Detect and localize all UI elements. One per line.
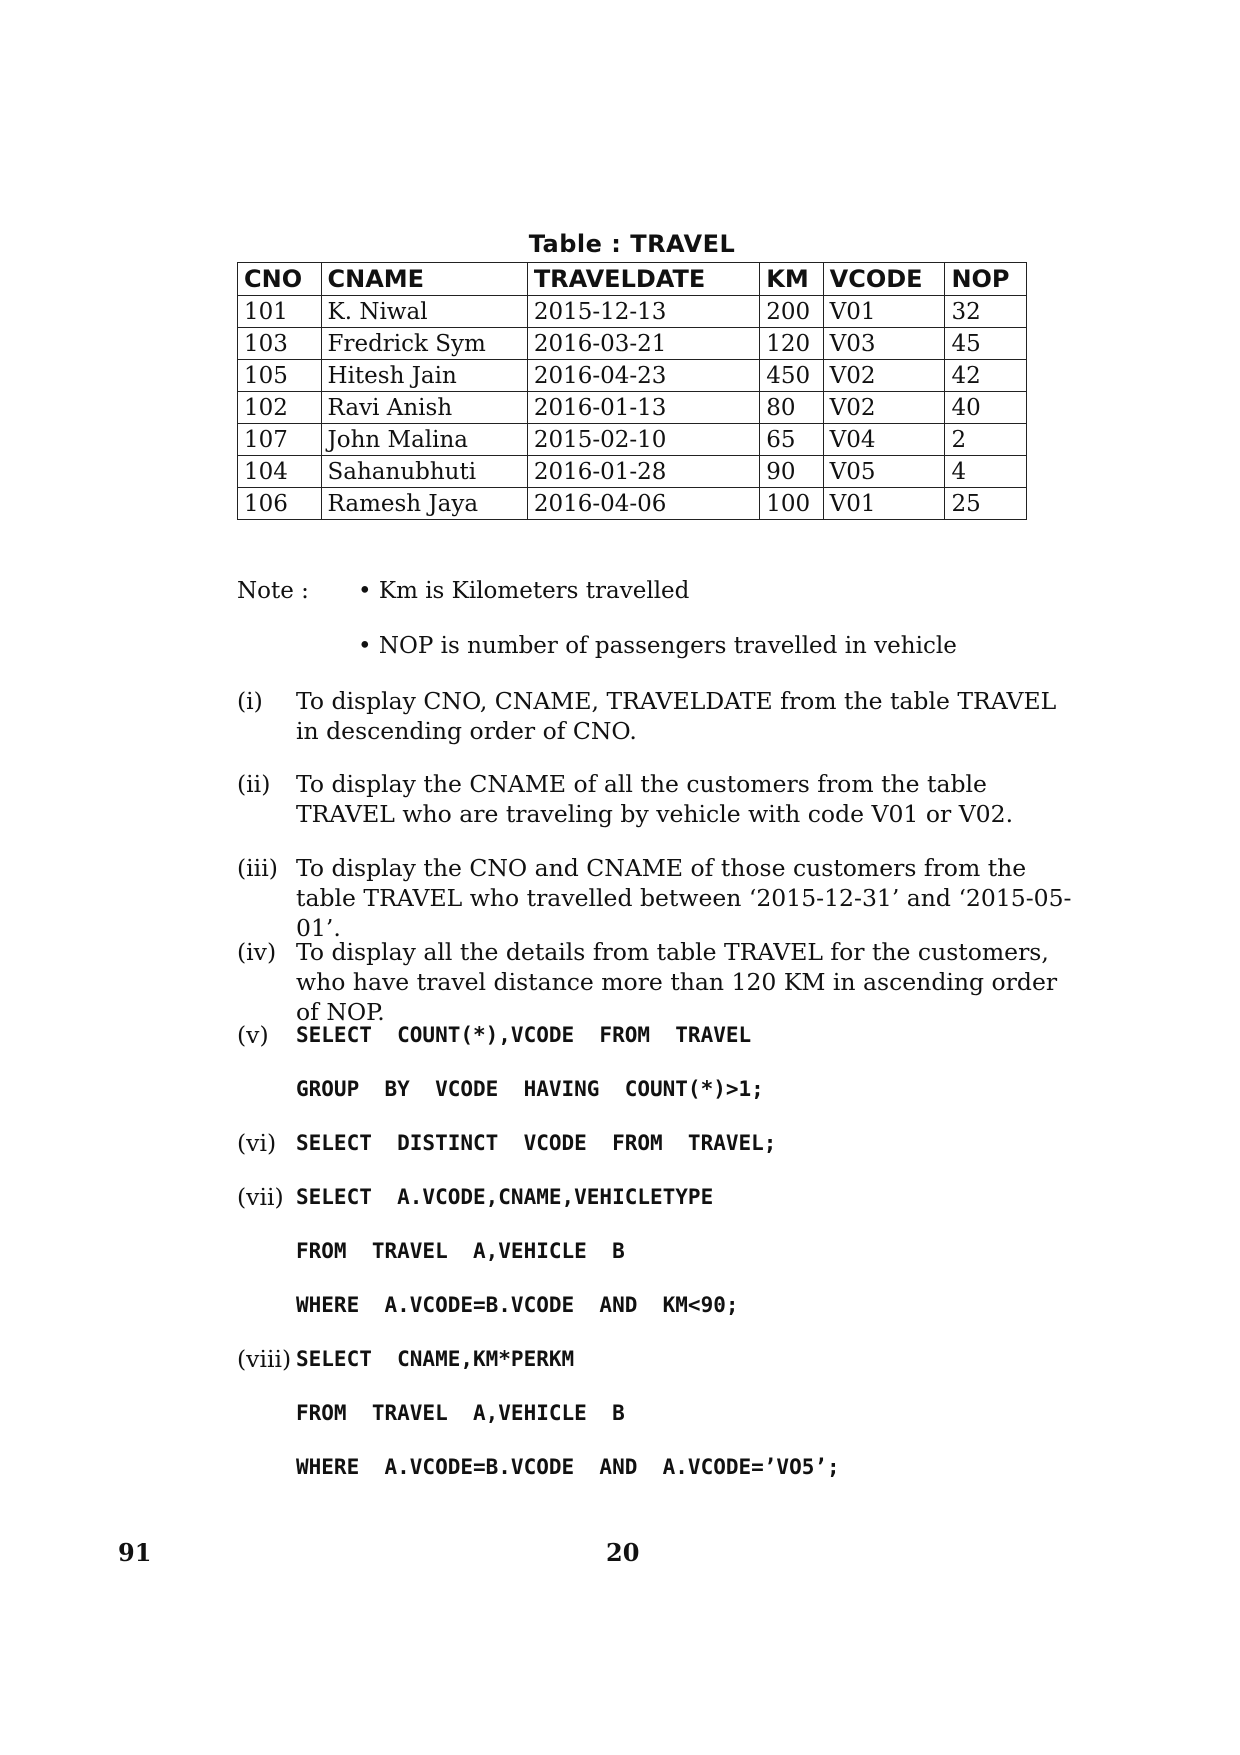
question-v-number: (v): [237, 1021, 269, 1049]
cell: Ramesh Jaya: [321, 488, 527, 520]
cell: 4: [945, 456, 1027, 488]
cell: 107: [238, 424, 322, 456]
sql-line: SELECT A.VCODE,CNAME,VEHICLETYPE: [296, 1185, 714, 1209]
cell: V04: [823, 424, 945, 456]
sql-line: SELECT DISTINCT VCODE FROM TRAVEL;: [296, 1131, 777, 1155]
cell: 42: [945, 360, 1027, 392]
question-ii: (ii) To display the CNAME of all the customers from the table TRAVEL who are traveling by vehicle with code V01 or V02.: [237, 770, 1014, 828]
cell: V01: [823, 488, 945, 520]
table-row: [238, 328, 1027, 360]
table-row: [238, 456, 1027, 488]
table-row: [238, 360, 1027, 392]
header-nop: NOP: [945, 263, 1027, 296]
cell: John Malina: [321, 424, 527, 456]
cell: 101: [238, 296, 322, 328]
cell: 2016-04-23: [527, 360, 759, 392]
question-vii-number: (vii): [237, 1183, 284, 1211]
cell: Sahanubhuti: [321, 456, 527, 488]
cell: 102: [238, 392, 322, 424]
sql-line: WHERE A.VCODE=B.VCODE AND KM<90;: [296, 1293, 739, 1317]
cell: 65: [760, 424, 823, 456]
cell: V05: [823, 456, 945, 488]
cell: 80: [760, 392, 823, 424]
question-i: (i) To display CNO, CNAME, TRAVELDATE from the table TRAVEL in descending order of CNO.: [237, 687, 1057, 745]
sql-line: GROUP BY VCODE HAVING COUNT(*)>1;: [296, 1077, 764, 1101]
cell: 120: [760, 328, 823, 360]
header-traveldate: TRAVELDATE: [527, 263, 759, 296]
cell: 450: [760, 360, 823, 392]
cell: 45: [945, 328, 1027, 360]
cell: 40: [945, 392, 1027, 424]
cell: 105: [238, 360, 322, 392]
cell: 2016-01-13: [527, 392, 759, 424]
header-cname: CNAME: [321, 263, 527, 296]
header-cno: CNO: [238, 263, 322, 296]
question-viii-number: (viii): [237, 1345, 292, 1373]
question-vi-number: (vi): [237, 1129, 277, 1157]
cell: Ravi Anish: [321, 392, 527, 424]
cell: 32: [945, 296, 1027, 328]
note-bullet: • NOP is number of passengers travelled in vehicle: [358, 633, 957, 659]
page-number: 20: [606, 1538, 640, 1567]
header-km: KM: [760, 263, 823, 296]
cell: V01: [823, 296, 945, 328]
sql-line: WHERE A.VCODE=B.VCODE AND A.VCODE=’VO5’;: [296, 1455, 840, 1479]
cell: 2016-01-28: [527, 456, 759, 488]
sql-line: SELECT COUNT(*),VCODE FROM TRAVEL: [296, 1023, 752, 1047]
sql-line: FROM TRAVEL A,VEHICLE B: [296, 1401, 625, 1425]
question-iii: (iii) To display the CNO and CNAME of those customers from the table TRAVEL who travelled between ‘2015-12-31’ and ‘2015-05-01’.: [237, 854, 1072, 942]
cell: 25: [945, 488, 1027, 520]
cell: Fredrick Sym: [321, 328, 527, 360]
table-row: [238, 296, 1027, 328]
table-row: [238, 424, 1027, 456]
table-header-row: [238, 263, 1027, 296]
cell: K. Niwal: [321, 296, 527, 328]
sql-line: SELECT CNAME,KM*PERKM: [296, 1347, 575, 1371]
travel-table: [237, 262, 1027, 520]
cell: 2015-02-10: [527, 424, 759, 456]
cell: 200: [760, 296, 823, 328]
table-row: [238, 488, 1027, 520]
cell: 100: [760, 488, 823, 520]
cell: V02: [823, 392, 945, 424]
table-title: Table : TRAVEL: [528, 230, 736, 258]
cell: V03: [823, 328, 945, 360]
paper-code: 91: [118, 1538, 152, 1567]
note-bullet: • Km is Kilometers travelled: [358, 578, 690, 604]
question-iv: (iv) To display all the details from table TRAVEL for the customers, who have travel distance more than 120 KM in ascending order of NOP.: [237, 938, 1058, 1026]
cell: 2016-03-21: [527, 328, 759, 360]
table-row: [238, 392, 1027, 424]
cell: 2015-12-13: [527, 296, 759, 328]
header-vcode: VCODE: [823, 263, 945, 296]
cell: 106: [238, 488, 322, 520]
cell: 2: [945, 424, 1027, 456]
cell: 104: [238, 456, 322, 488]
cell: 2016-04-06: [527, 488, 759, 520]
cell: 103: [238, 328, 322, 360]
note-label: Note :: [237, 578, 309, 604]
cell: V02: [823, 360, 945, 392]
sql-line: FROM TRAVEL A,VEHICLE B: [296, 1239, 625, 1263]
cell: 90: [760, 456, 823, 488]
cell: Hitesh Jain: [321, 360, 527, 392]
